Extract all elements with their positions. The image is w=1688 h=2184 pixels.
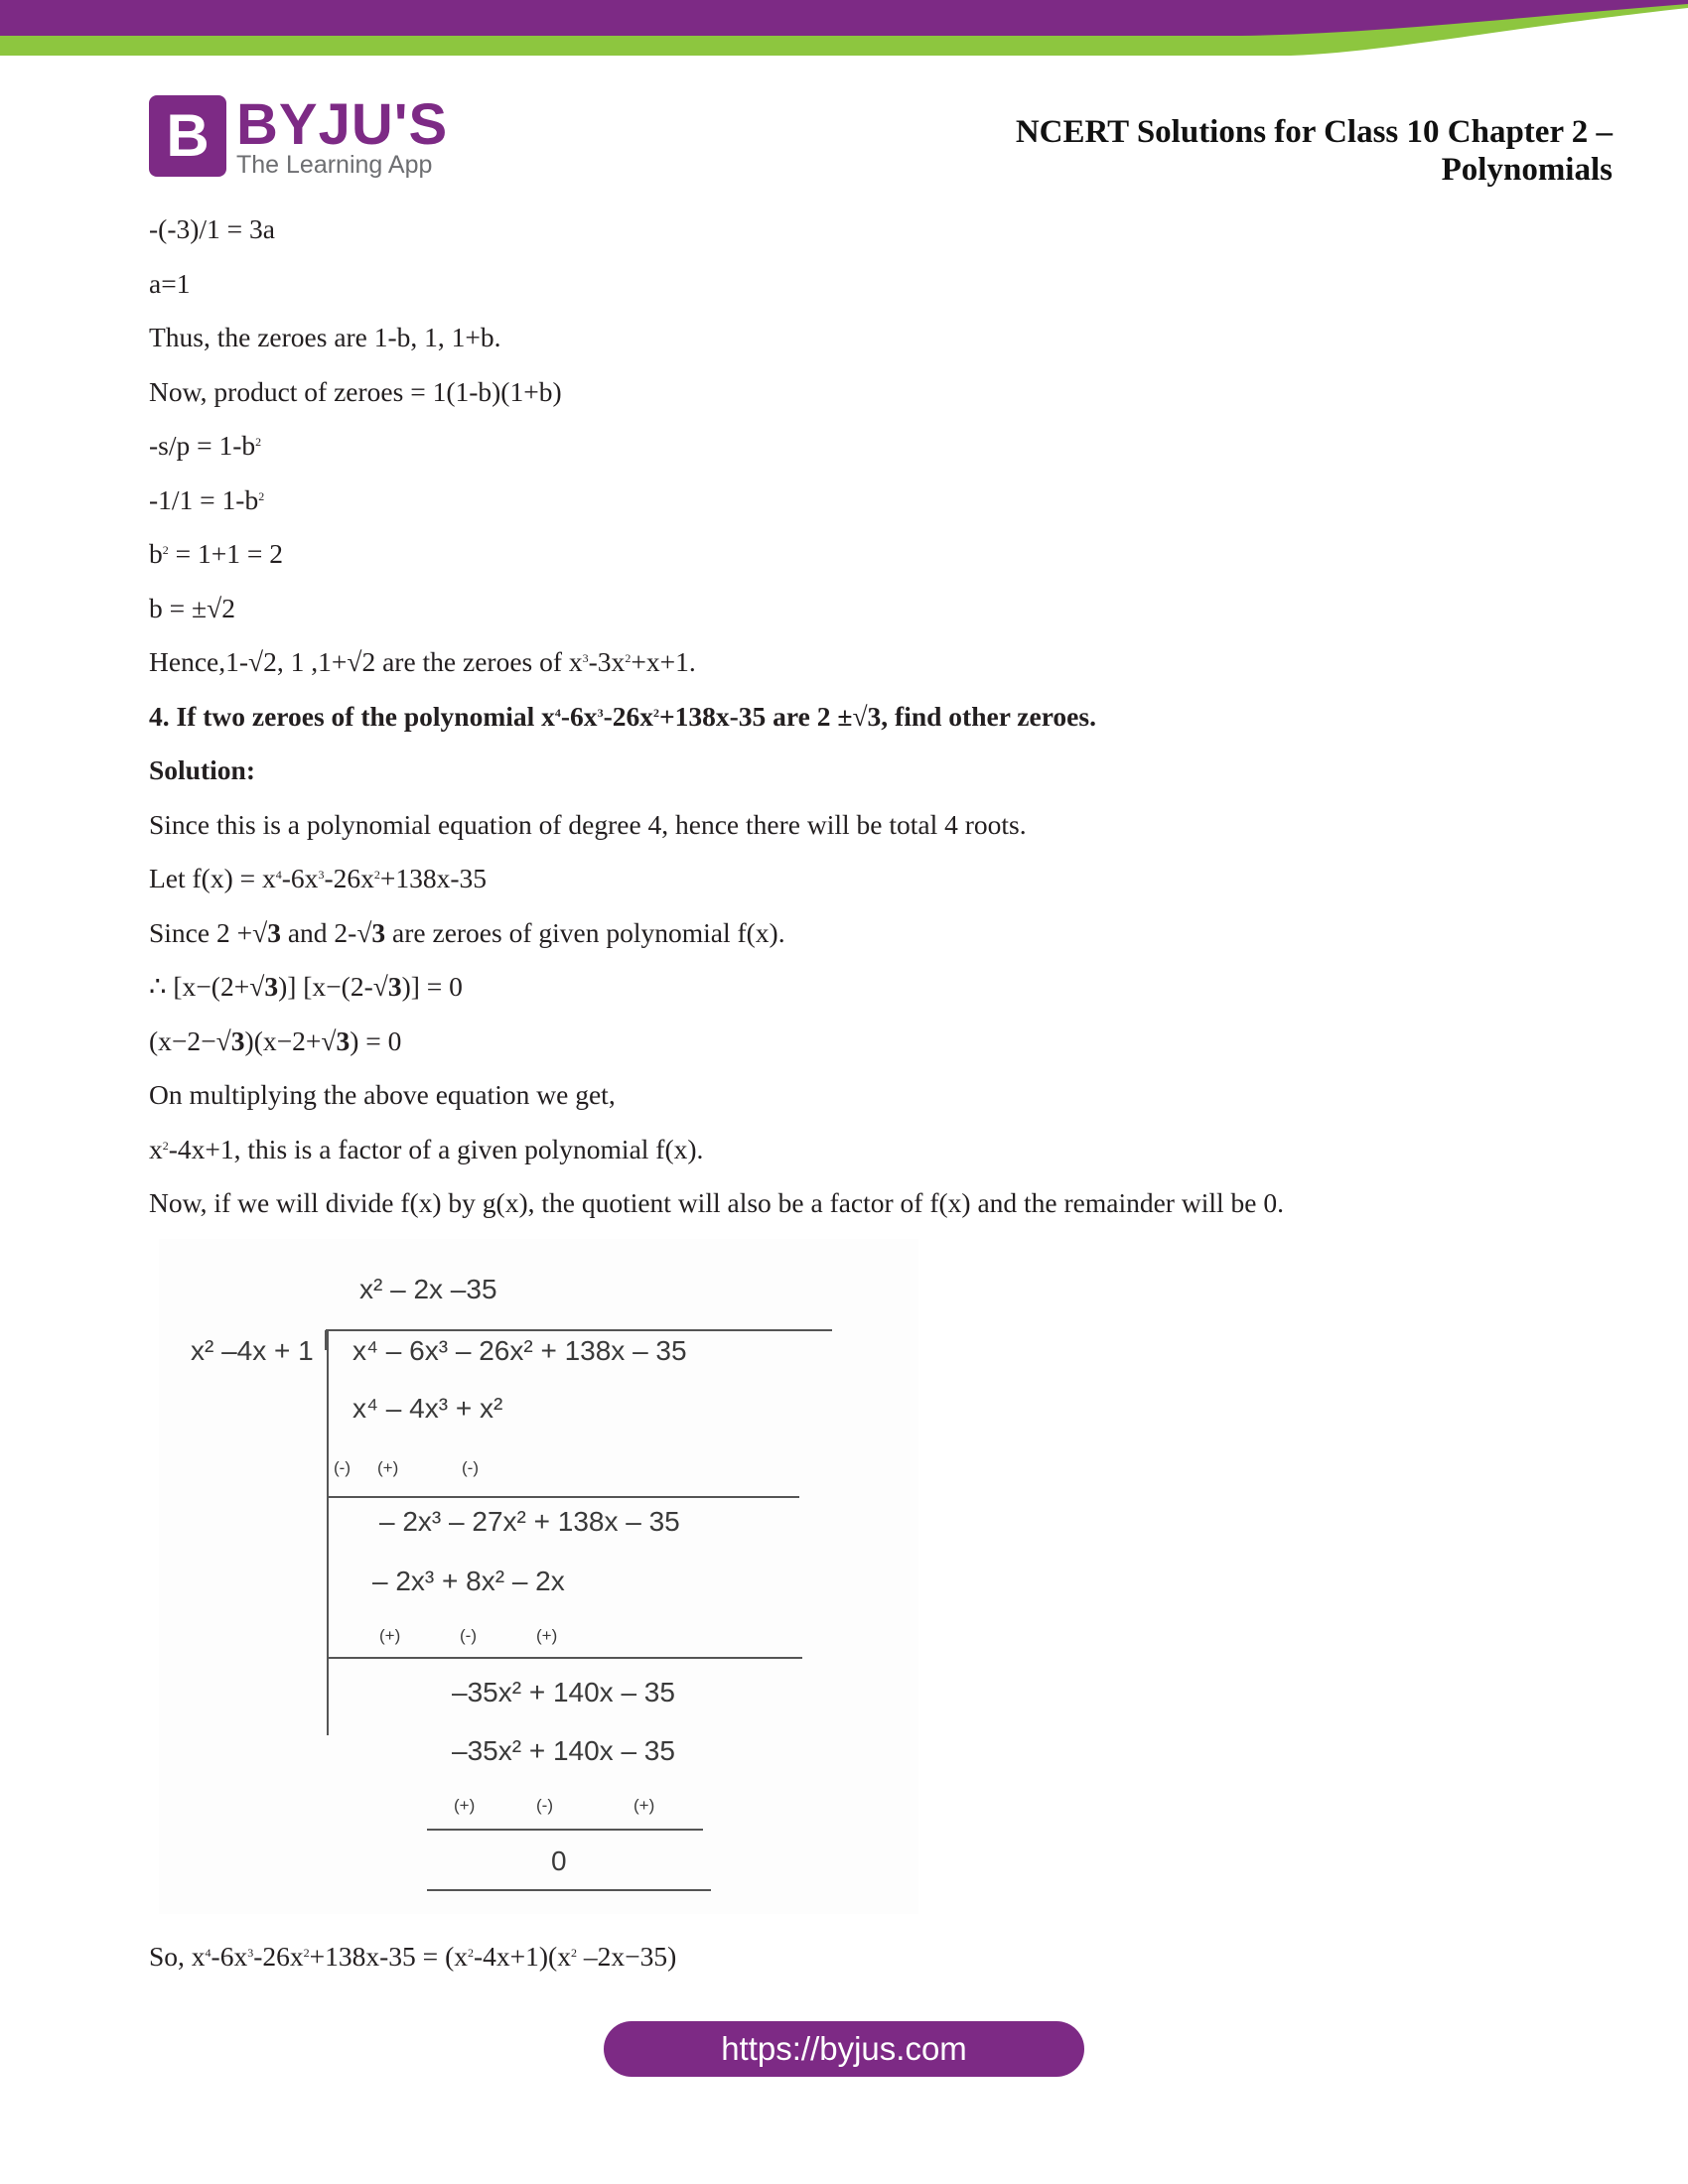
text-line: Hence,1-√2, 1 ,1+√2 are the zeroes of $x^3-3x^2+x+1$. (149, 646, 696, 677)
division-sign: (+) (633, 1796, 655, 1815)
top-decorative-band (0, 0, 1688, 69)
text-line: Now, product of zeroes = 1(1-b)(1+b) (149, 375, 562, 407)
question-heading: 4. If two zeroes of the polynomial $x^4-6x^3-26x^2+138x-35$ are 2 ±√3, find other zeroes. (149, 700, 1096, 732)
text-line: ∴ [x−(2+√3)] [x−(2-√3)] = 0 (149, 971, 463, 1002)
division-sign: (-) (334, 1458, 351, 1477)
logo-letter: B (166, 102, 210, 169)
division-sign: (-) (536, 1796, 553, 1815)
brand-name: BYJU'S (236, 92, 449, 157)
division-divisor: x² –4x + 1 (191, 1335, 314, 1366)
division-sign: (+) (377, 1458, 399, 1477)
footer-url-text[interactable]: https://byjus.com (721, 2030, 967, 2067)
division-subtrahend-3: –35x² + 140x – 35 (452, 1735, 675, 1766)
solution-content (149, 210, 1559, 1239)
text-line: b = ±√2 (149, 592, 235, 623)
division-sign: (+) (536, 1626, 558, 1645)
text-line: $x^2-4x+1$, this is a factor of a given polynomial f(x). (149, 1133, 704, 1164)
footer-url-link[interactable] (604, 2021, 1084, 2077)
text-line: Let $f(x) = x^4-6x^3-26x^2+138x-35$ (149, 863, 488, 893)
byjus-logo (149, 92, 449, 181)
header-title-line-2: Polynomials (1441, 152, 1613, 188)
solution-label: Solution: (149, 754, 255, 785)
division-dividend: x⁴ – 6x³ – 26x² + 138x – 35 (352, 1335, 687, 1366)
factorization-result: So, $x^4-6x^3-26x^2+138x-35 = (x^2-4x+1)(x^2$ –2x−35) (149, 1941, 677, 1972)
text-line: On multiplying the above equation we get, (149, 1079, 616, 1110)
division-sign: (+) (454, 1796, 476, 1815)
division-subtrahend-2: – 2x³ + 8x² – 2x (372, 1566, 565, 1596)
long-division-figure (159, 1239, 918, 1914)
text-line: a=1 (149, 267, 191, 299)
text-line: $-s/p = 1-b^2$ (149, 430, 262, 461)
text-line: Since 2 +√3 and 2-√3 are zeroes of given polynomial f(x). (149, 916, 785, 948)
division-sign: (-) (462, 1458, 479, 1477)
text-line: $-1/1 = 1-b^2$ (149, 483, 265, 515)
text-line: Now, if we will divide f(x) by g(x), the quotient will also be a factor of f(x) and the remainder will be 0. (149, 1187, 1284, 1218)
brand-tagline: The Learning App (236, 151, 433, 179)
division-quotient: x² – 2x –35 (359, 1274, 497, 1304)
logo-mark (149, 95, 226, 177)
division-remainder-1: – 2x³ – 27x² + 138x – 35 (379, 1506, 680, 1537)
division-final-remainder: 0 (551, 1845, 567, 1876)
text-line: $b^2 = 1+1 = 2$ (149, 538, 284, 569)
document-header-title (1016, 113, 1613, 189)
division-sign: (-) (460, 1626, 477, 1645)
division-sign: (+) (379, 1626, 401, 1645)
text-line: -(-3)/1 = 3a (149, 213, 275, 244)
division-remainder-2: –35x² + 140x – 35 (452, 1677, 675, 1707)
division-subtrahend-1: x⁴ – 4x³ + x² (352, 1393, 503, 1424)
header-title-line-1: NCERT Solutions for Class 10 Chapter 2 – (1015, 114, 1613, 150)
long-division-drawing (159, 1239, 918, 1914)
text-line: (x−2−√3)(x−2+√3) = 0 (149, 1024, 402, 1056)
text-line: Thus, the zeroes are 1-b, 1, 1+b. (149, 322, 501, 352)
text-line: Since this is a polynomial equation of degree 4, hence there will be total 4 roots. (149, 808, 1027, 840)
